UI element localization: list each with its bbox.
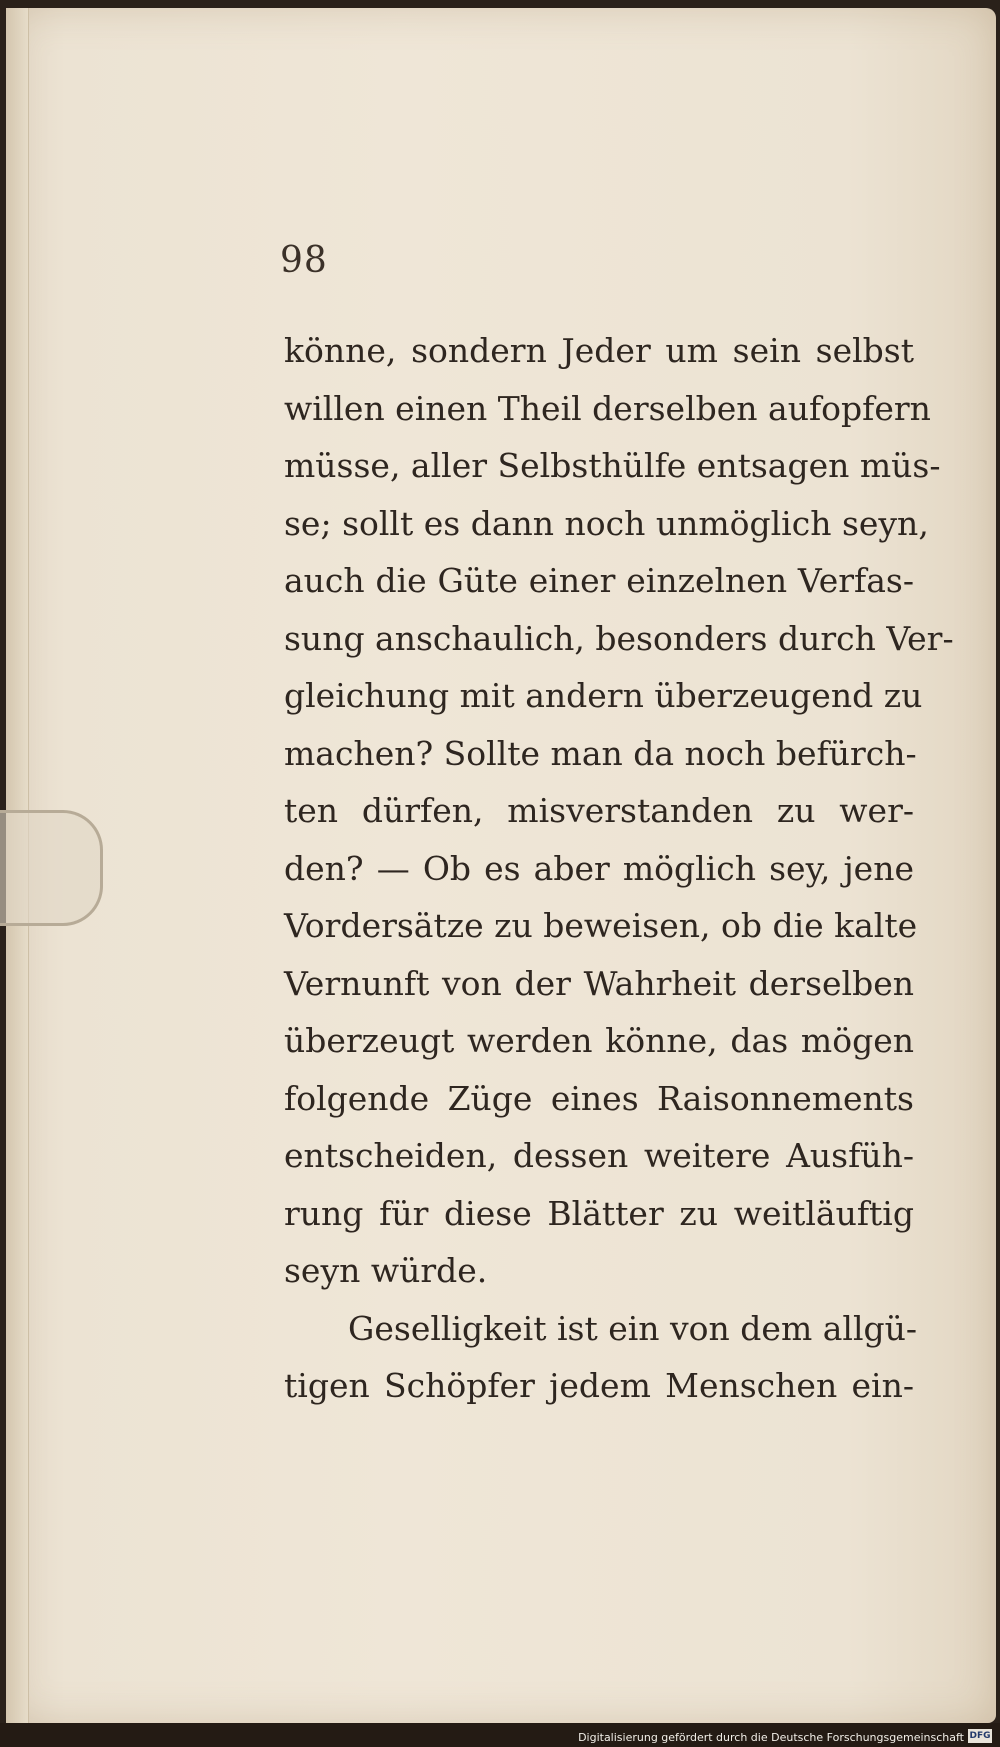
text-line: gleichung mit andern überzeugend zu [284, 676, 923, 715]
text-line: entscheiden, dessen weitere Ausfüh- [284, 1136, 914, 1175]
funding-credit: Digitalisierung gefördert durch die Deutsche Forschungsgemeinschaft [578, 1731, 964, 1744]
page-number: 98 [280, 240, 328, 281]
text-line: überzeugt werden könne, das mögen [284, 1021, 914, 1060]
bookmark-strip [0, 810, 103, 926]
text-line: folgende Züge eines Raisonnements [284, 1078, 914, 1118]
text-line: rung für diese Blätter zu weitläuftig [284, 1193, 914, 1233]
text-line: könne, sondern Jeder um sein selbst [284, 331, 914, 370]
text-line: machen? Sollte man da noch befürch- [284, 733, 917, 773]
body-text [284, 322, 954, 1415]
dfg-logo: DFG [969, 1731, 991, 1741]
text-line: Vernunft von der Wahrheit derselben [284, 963, 914, 1003]
text-line: Vordersätze zu beweisen, ob die kalte [284, 906, 918, 945]
text-line: auch die Güte einer einzelnen Verfas- [284, 561, 914, 600]
text-line: Geselligkeit ist ein von dem allgü- [348, 1308, 918, 1348]
text-line: den? — Ob es aber möglich sey, jene [284, 848, 914, 888]
text-line: ten dürfen, misverstanden zu wer- [284, 791, 914, 830]
text-line: sung anschaulich, besonders durch Ver- [284, 618, 954, 658]
digitization-footer [0, 1723, 1000, 1747]
text-line: müsse, aller Selbsthülfe entsagen müs- [284, 446, 941, 485]
text-line: seyn würde. [284, 1251, 488, 1290]
text-line: se; sollt es dann noch unmöglich seyn, [284, 503, 929, 543]
text-line: willen einen Theil derselben aufopfern [284, 388, 931, 428]
text-line: tigen Schöpfer jedem Menschen ein- [284, 1366, 914, 1405]
